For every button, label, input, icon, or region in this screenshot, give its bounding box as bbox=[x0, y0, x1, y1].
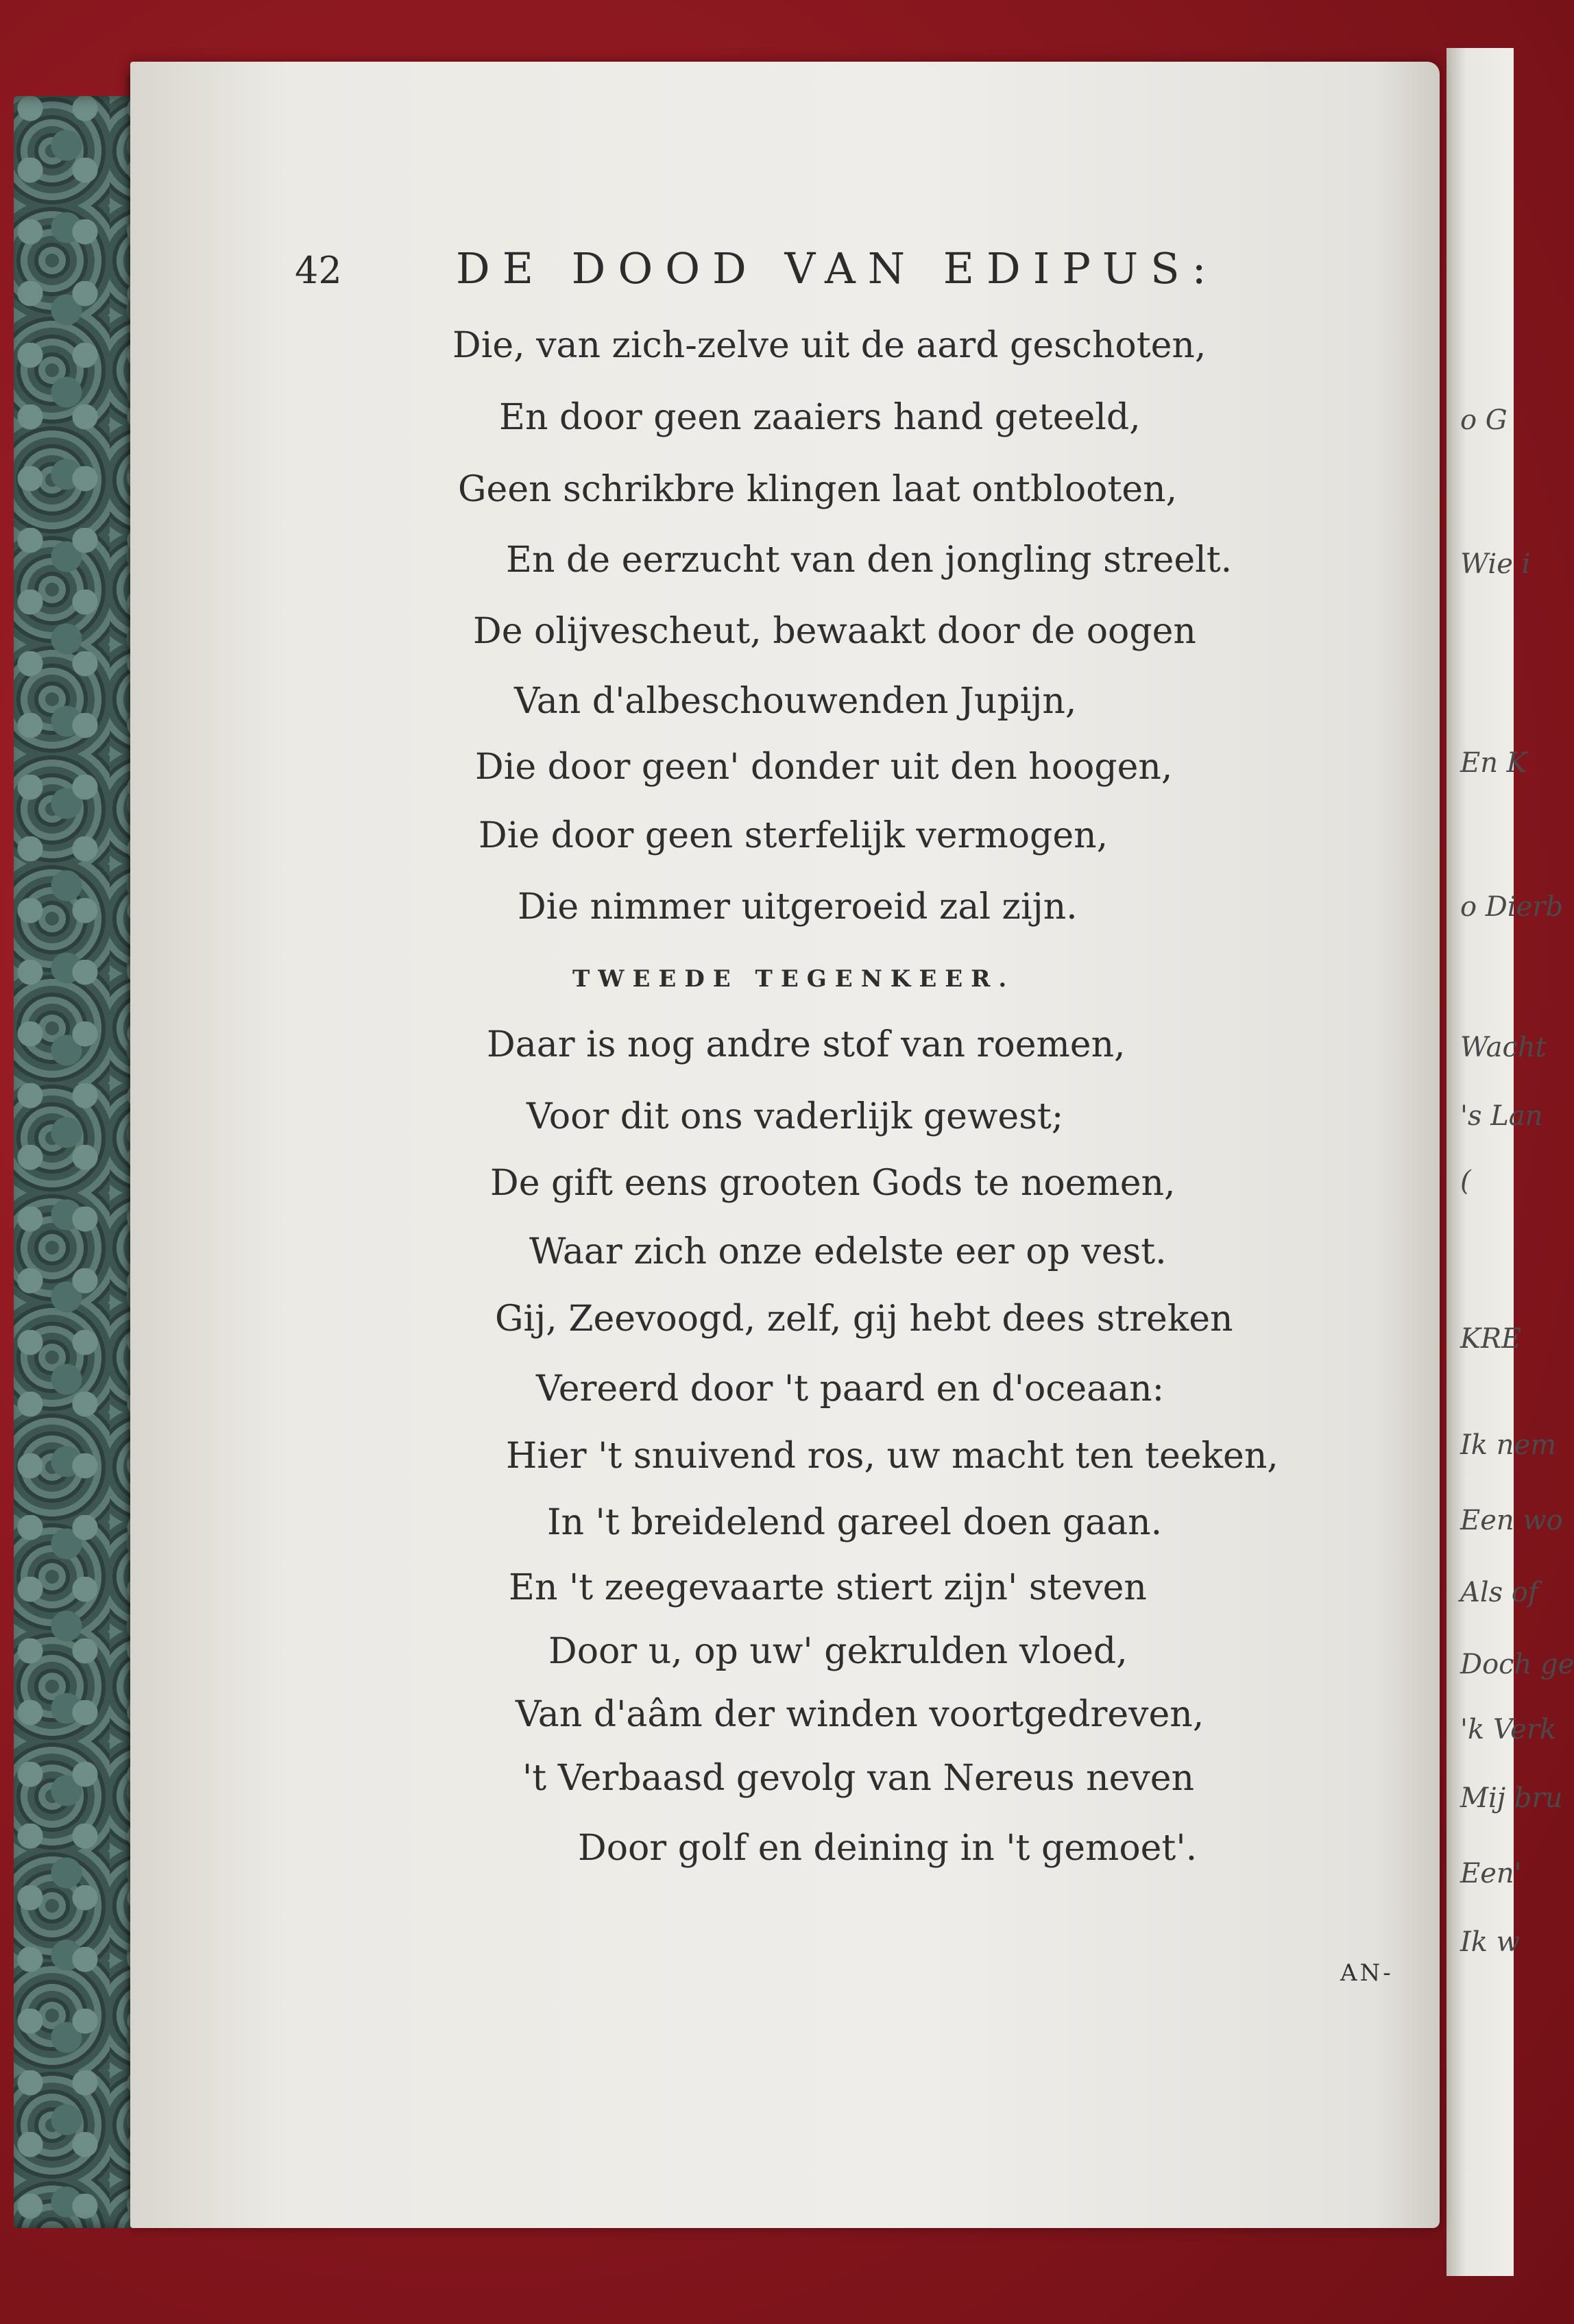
facing-page-fragment: Een wo bbox=[1460, 1505, 1563, 1536]
verse-line: En de eerzucht van den jongling streelt. bbox=[506, 540, 1233, 581]
verse-line: En 't zeegevaarte stiert zijn' steven bbox=[509, 1567, 1147, 1608]
facing-page-fragment: 's Lan bbox=[1460, 1100, 1543, 1132]
verse-line: En door geen zaaiers hand geteeld, bbox=[499, 397, 1141, 438]
verse-line: Waar zich onze edelste eer op vest. bbox=[529, 1231, 1167, 1272]
facing-page-fragment: Mij bru bbox=[1460, 1782, 1563, 1814]
verse-line: Door golf en deining in 't gemoet'. bbox=[578, 1828, 1198, 1869]
verse-line: Die door geen sterfelijk vermogen, bbox=[479, 815, 1109, 856]
facing-page-fragment: KRE bbox=[1460, 1323, 1522, 1355]
facing-page-fragment: Ik nem bbox=[1460, 1429, 1557, 1461]
verse-line: In 't breidelend gareel doen gaan. bbox=[547, 1502, 1163, 1543]
verse-line: Voor dit ons vaderlijk gewest; bbox=[526, 1096, 1064, 1137]
section-heading: TWEEDE TEGENKEER. bbox=[572, 965, 1015, 993]
facing-page-fragment: Wie i bbox=[1460, 548, 1531, 580]
verse-line: Gij, Zeevoogd, zelf, gij hebt dees streken bbox=[495, 1298, 1233, 1340]
verse-line: Daar is nog andre stof van roemen, bbox=[487, 1024, 1126, 1065]
facing-page-fragment: ( bbox=[1460, 1165, 1471, 1197]
verse-line: Die, van zich-zelve uit de aard geschoten, bbox=[452, 325, 1207, 366]
verse-line: Van d'aâm der winden voortgedreven, bbox=[516, 1694, 1204, 1735]
facing-page-fragment: o G bbox=[1460, 404, 1508, 436]
facing-page-fragment: Als of bbox=[1460, 1577, 1538, 1608]
facing-page-fragment: 'k Verk bbox=[1460, 1714, 1557, 1745]
verse-line: Geen schrikbre klingen laat ontblooten, bbox=[458, 469, 1178, 510]
facing-page-fragment: Wacht bbox=[1460, 1032, 1547, 1063]
book-page bbox=[130, 62, 1440, 2228]
facing-page-fragment: Ik w bbox=[1460, 1926, 1520, 1958]
facing-page bbox=[1446, 48, 1574, 2276]
verse-line: Vereerd door 't paard en d'oceaan: bbox=[536, 1368, 1165, 1409]
page-number: 42 bbox=[295, 249, 342, 292]
verse-line: De gift eens grooten Gods te noemen, bbox=[490, 1163, 1176, 1204]
facing-page-fragment: o Dierb bbox=[1460, 891, 1564, 923]
verse-line: 't Verbaasd gevolg van Nereus neven bbox=[522, 1758, 1195, 1799]
verse-line: Van d'albeschouwenden Jupijn, bbox=[514, 681, 1077, 722]
catchword: AN- bbox=[1340, 1959, 1394, 1987]
verse-line: De olijvescheut, bewaakt door de oogen bbox=[473, 611, 1196, 652]
verse-line: Die door geen' donder uit den hoogen, bbox=[475, 747, 1173, 788]
running-title: DE DOOD VAN EDIPUS: bbox=[456, 243, 1219, 293]
facing-page-fragment: Doch ge bbox=[1460, 1649, 1574, 1680]
verse-line: Door u, op uw' gekrulden vloed, bbox=[548, 1631, 1128, 1672]
verse-line: Hier 't snuivend ros, uw macht ten teeken, bbox=[506, 1436, 1279, 1477]
verse-line: Die nimmer uitgeroeid zal zijn. bbox=[518, 886, 1078, 928]
facing-page-fragment: En K bbox=[1460, 747, 1527, 779]
facing-page-fragment: Een' bbox=[1460, 1858, 1522, 1889]
